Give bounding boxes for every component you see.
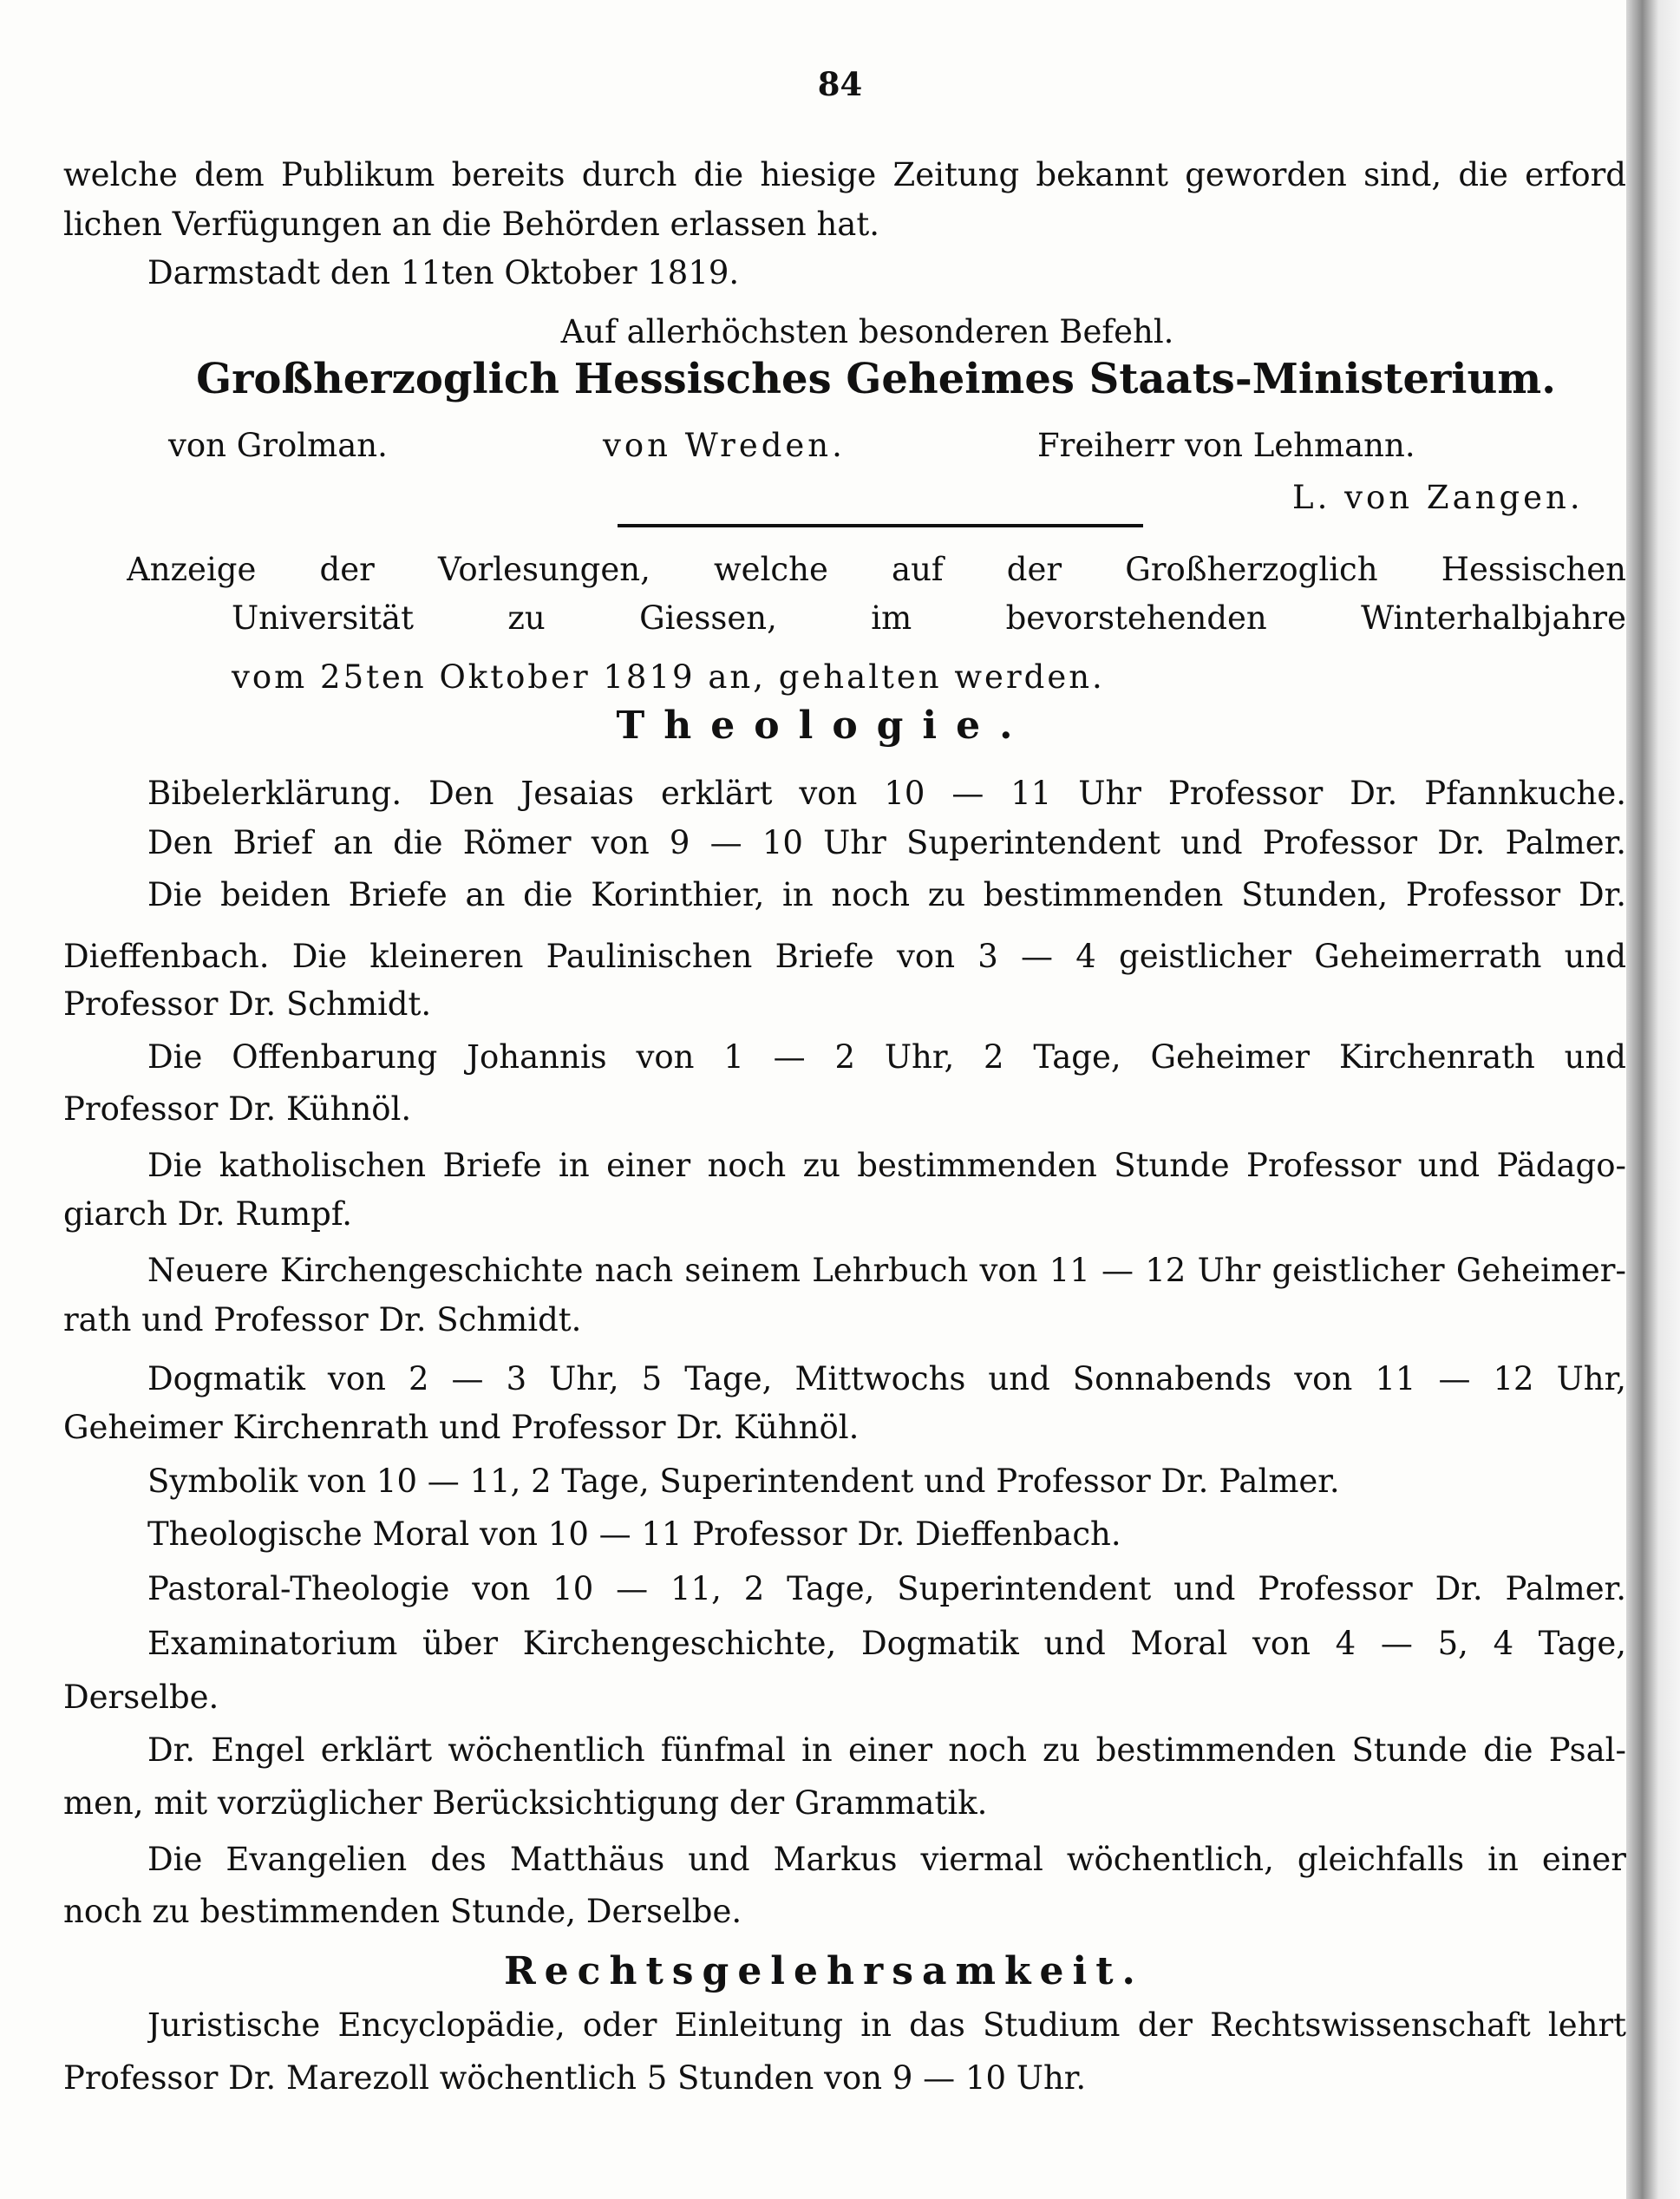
text-line: Die beiden Briefe an die Korinthier, in noch zu bestimmenden Stunden, Professor Dr. <box>147 876 1626 913</box>
text-line: Dogmatik von 2 — 3 Uhr, 5 Tage, Mittwochs und Sonnabends von 11 — 12 Uhr, <box>147 1360 1626 1397</box>
text-line: lichen Verfügungen an die Behörden erlassen hat. <box>63 206 879 243</box>
text-line: noch zu bestimmenden Stunde, Derselbe. <box>63 1893 742 1930</box>
signatory: L. von Zangen. <box>1292 479 1584 516</box>
signatory: von Grolman. <box>168 427 388 464</box>
text-line: welche dem Publikum bereits durch die hiesige Zeitung bekannt geworden sind, die erford <box>63 156 1626 193</box>
signatory: Freiherr von Lehmann. <box>1037 427 1415 464</box>
dateline: Darmstadt den 11ten Oktober 1819. <box>147 254 740 291</box>
text-line: Examinatorium über Kirchengeschichte, Dogmatik und Moral von 4 — 5, 4 Tage, <box>147 1625 1626 1662</box>
text-line: Professor Dr. Marezoll wöchentlich 5 Stunden von 9 — 10 Uhr. <box>63 2059 1087 2097</box>
text-line: Professor Dr. Kühnöl. <box>63 1090 412 1128</box>
text-line: Die katholischen Briefe in einer noch zu bestimmenden Stunde Professor und Pädago- <box>147 1147 1626 1184</box>
text-line: Dr. Engel erklärt wöchentlich fünfmal in einer noch zu bestimmenden Stunde die Psal- <box>147 1731 1626 1769</box>
text-line: Professor Dr. Schmidt. <box>63 985 432 1023</box>
text-line: Neuere Kirchengeschichte nach seinem Lehrbuch von 11 — 12 Uhr geistlicher Geheimer- <box>147 1252 1626 1289</box>
text-line: giarch Dr. Rumpf. <box>63 1195 352 1233</box>
text-line: Theologische Moral von 10 — 11 Professor Dr. Dieffenbach. <box>147 1515 1121 1553</box>
text-line: Bibelerklärung. Den Jesaias erklärt von 10 — 11 Uhr Professor Dr. Pfannkuche. <box>147 775 1626 812</box>
text-line: Geheimer Kirchenrath und Professor Dr. Kühnöl. <box>63 1409 860 1446</box>
text-line: Den Brief an die Römer von 9 — 10 Uhr Superintendent und Professor Dr. Palmer. <box>147 824 1626 861</box>
section-heading-rechtsgelehrsamkeit: Rechtsgelehrsamkeit. <box>504 1949 1144 1993</box>
page-binding-edge <box>1626 0 1680 2199</box>
text-line: Derselbe. <box>63 1679 219 1716</box>
announcement-heading: Anzeige der Vorlesungen, welche auf der Großherzoglich Hessischen <box>127 551 1626 588</box>
text-line: Pastoral-Theologie von 10 — 11, 2 Tage, Superintendent und Professor Dr. Palmer. <box>147 1570 1626 1607</box>
announcement-heading: Universität zu Giessen, im bevorstehenden Winterhalbjahre <box>232 599 1626 637</box>
command-line: Auf allerhöchsten besonderen Befehl. <box>560 313 1174 350</box>
text-line: Symbolik von 10 — 11, 2 Tage, Superintendent und Professor Dr. Palmer. <box>147 1463 1340 1500</box>
text-line: Die Offenbarung Johannis von 1 — 2 Uhr, 2 Tage, Geheimer Kirchenrath und <box>147 1038 1626 1076</box>
text-line: men, mit vorzüglicher Berücksichtigung der Grammatik. <box>63 1784 988 1822</box>
text-line: Juristische Encyclopädie, oder Einleitung in das Studium der Rechtswissenschaft lehrt <box>147 2006 1626 2044</box>
announcement-heading: vom 25ten Oktober 1819 an, gehalten werden. <box>232 658 1105 696</box>
signatory: von Wreden. <box>603 427 846 464</box>
page-number: 84 <box>817 65 863 103</box>
section-divider <box>618 524 1143 527</box>
text-line: rath und Professor Dr. Schmidt. <box>63 1301 582 1338</box>
section-heading-theologie: Theologie. <box>616 704 1032 748</box>
text-line: Die Evangelien des Matthäus und Markus viermal wöchentlich, gleichfalls in einer <box>147 1841 1626 1878</box>
ministry-heading: Großherzoglich Hessisches Geheimes Staats-Ministerium. <box>196 355 1556 403</box>
text-line: Dieffenbach. Die kleineren Paulinischen Briefe von 3 — 4 geistlicher Geheimerrath und <box>63 938 1626 975</box>
